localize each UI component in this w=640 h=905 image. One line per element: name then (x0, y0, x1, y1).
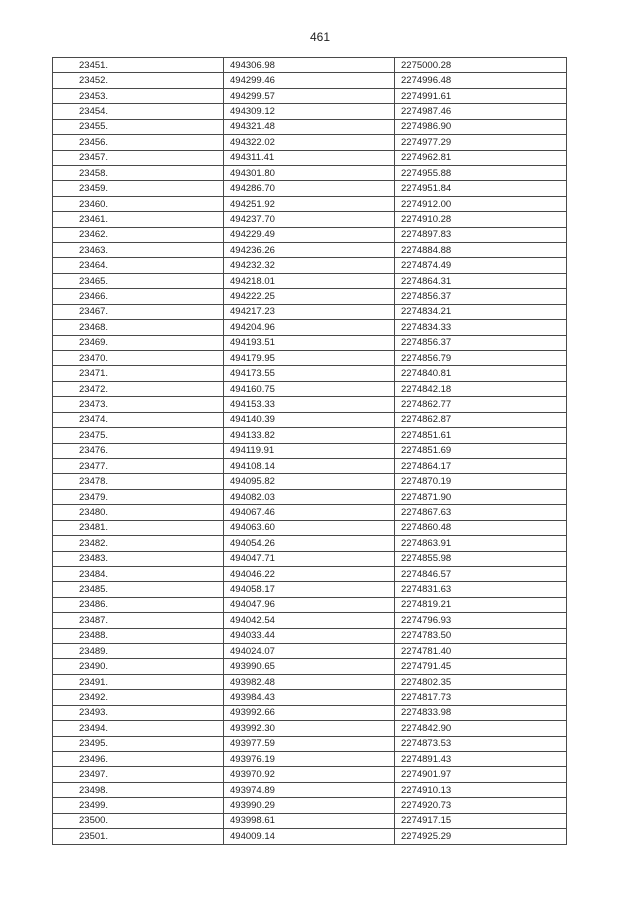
point-number-cell: 23476. (53, 443, 224, 458)
x-coordinate-cell: 494237.70 (224, 212, 395, 227)
y-coordinate-cell: 2274870.19 (395, 474, 567, 489)
x-coordinate-cell: 494047.96 (224, 597, 395, 612)
y-coordinate-cell: 2274781.40 (395, 644, 567, 659)
point-number-cell: 23494. (53, 721, 224, 736)
x-coordinate-cell: 493970.92 (224, 767, 395, 782)
y-coordinate-cell: 2274912.00 (395, 196, 567, 211)
point-number-cell: 23490. (53, 659, 224, 674)
y-coordinate-cell: 2274951.84 (395, 181, 567, 196)
point-number-cell: 23463. (53, 243, 224, 258)
point-number-cell: 23496. (53, 751, 224, 766)
x-coordinate-cell: 494236.26 (224, 243, 395, 258)
point-number-cell: 23457. (53, 150, 224, 165)
point-number-cell: 23473. (53, 397, 224, 412)
x-coordinate-cell: 494229.49 (224, 227, 395, 242)
x-coordinate-cell: 493992.66 (224, 705, 395, 720)
point-number-cell: 23500. (53, 813, 224, 828)
x-coordinate-cell: 494306.98 (224, 58, 395, 73)
x-coordinate-cell: 494024.07 (224, 644, 395, 659)
y-coordinate-cell: 2274925.29 (395, 829, 567, 844)
x-coordinate-cell: 494033.44 (224, 628, 395, 643)
y-coordinate-cell: 2274783.50 (395, 628, 567, 643)
x-coordinate-cell: 494082.03 (224, 489, 395, 504)
y-coordinate-cell: 2274863.91 (395, 536, 567, 551)
table-row (53, 736, 567, 751)
point-number-cell: 23458. (53, 165, 224, 180)
table-row (53, 551, 567, 566)
table-row (53, 135, 567, 150)
point-number-cell: 23489. (53, 644, 224, 659)
x-coordinate-cell: 493974.89 (224, 782, 395, 797)
y-coordinate-cell: 2274817.73 (395, 690, 567, 705)
x-coordinate-cell: 494133.82 (224, 428, 395, 443)
point-number-cell: 23471. (53, 366, 224, 381)
y-coordinate-cell: 2274842.90 (395, 721, 567, 736)
table-row (53, 489, 567, 504)
table-row (53, 412, 567, 427)
y-coordinate-cell: 2274917.15 (395, 813, 567, 828)
y-coordinate-cell: 2274846.57 (395, 566, 567, 581)
y-coordinate-cell: 2274856.37 (395, 289, 567, 304)
table-row (53, 366, 567, 381)
table-row (53, 782, 567, 797)
y-coordinate-cell: 2274871.90 (395, 489, 567, 504)
point-number-cell: 23452. (53, 73, 224, 88)
x-coordinate-cell: 494067.46 (224, 505, 395, 520)
table-row (53, 566, 567, 581)
point-number-cell: 23493. (53, 705, 224, 720)
y-coordinate-cell: 2274842.18 (395, 381, 567, 396)
y-coordinate-cell: 2274819.21 (395, 597, 567, 612)
point-number-cell: 23477. (53, 458, 224, 473)
table-row (53, 258, 567, 273)
x-coordinate-cell: 493984.43 (224, 690, 395, 705)
x-coordinate-cell: 494054.26 (224, 536, 395, 551)
table-row (53, 304, 567, 319)
x-coordinate-cell: 494173.55 (224, 366, 395, 381)
x-coordinate-cell: 494322.02 (224, 135, 395, 150)
table-row (53, 181, 567, 196)
y-coordinate-cell: 2274862.87 (395, 412, 567, 427)
point-number-cell: 23472. (53, 381, 224, 396)
point-number-cell: 23492. (53, 690, 224, 705)
x-coordinate-cell: 493992.30 (224, 721, 395, 736)
x-coordinate-cell: 494153.33 (224, 397, 395, 412)
y-coordinate-cell: 2274862.77 (395, 397, 567, 412)
y-coordinate-cell: 2274831.63 (395, 582, 567, 597)
x-coordinate-cell: 494140.39 (224, 412, 395, 427)
y-coordinate-cell: 2274955.88 (395, 165, 567, 180)
x-coordinate-cell: 494179.95 (224, 351, 395, 366)
x-coordinate-cell: 493990.29 (224, 798, 395, 813)
point-number-cell: 23484. (53, 566, 224, 581)
point-number-cell: 23465. (53, 273, 224, 288)
x-coordinate-cell: 494119.91 (224, 443, 395, 458)
x-coordinate-cell: 494217.23 (224, 304, 395, 319)
x-coordinate-cell: 493977.59 (224, 736, 395, 751)
point-number-cell: 23498. (53, 782, 224, 797)
y-coordinate-cell: 2274910.13 (395, 782, 567, 797)
point-number-cell: 23480. (53, 505, 224, 520)
point-number-cell: 23451. (53, 58, 224, 73)
point-number-cell: 23481. (53, 520, 224, 535)
point-number-cell: 23462. (53, 227, 224, 242)
x-coordinate-cell: 494193.51 (224, 335, 395, 350)
table-row (53, 613, 567, 628)
point-number-cell: 23499. (53, 798, 224, 813)
y-coordinate-cell: 2274856.79 (395, 351, 567, 366)
point-number-cell: 23459. (53, 181, 224, 196)
table-row (53, 705, 567, 720)
point-number-cell: 23495. (53, 736, 224, 751)
point-number-cell: 23460. (53, 196, 224, 211)
point-number-cell: 23461. (53, 212, 224, 227)
table-row (53, 582, 567, 597)
point-number-cell: 23485. (53, 582, 224, 597)
y-coordinate-cell: 2274986.90 (395, 119, 567, 134)
x-coordinate-cell: 494222.25 (224, 289, 395, 304)
table-row (53, 165, 567, 180)
y-coordinate-cell: 2274901.97 (395, 767, 567, 782)
y-coordinate-cell: 2274874.49 (395, 258, 567, 273)
table-row (53, 644, 567, 659)
coordinates-table (52, 57, 567, 845)
table-row (53, 674, 567, 689)
table-row (53, 659, 567, 674)
table-row (53, 597, 567, 612)
table-row (53, 381, 567, 396)
table-row (53, 73, 567, 88)
point-number-cell: 23483. (53, 551, 224, 566)
point-number-cell: 23491. (53, 674, 224, 689)
x-coordinate-cell: 494299.57 (224, 88, 395, 103)
y-coordinate-cell: 2274834.21 (395, 304, 567, 319)
table-row (53, 212, 567, 227)
point-number-cell: 23482. (53, 536, 224, 551)
table-row (53, 798, 567, 813)
x-coordinate-cell: 494309.12 (224, 104, 395, 119)
table-row (53, 474, 567, 489)
x-coordinate-cell: 493998.61 (224, 813, 395, 828)
y-coordinate-cell: 2274864.31 (395, 273, 567, 288)
table-row (53, 813, 567, 828)
point-number-cell: 23467. (53, 304, 224, 319)
x-coordinate-cell: 494204.96 (224, 320, 395, 335)
point-number-cell: 23453. (53, 88, 224, 103)
table-row (53, 58, 567, 73)
y-coordinate-cell: 2274897.83 (395, 227, 567, 242)
point-number-cell: 23478. (53, 474, 224, 489)
table-row (53, 335, 567, 350)
y-coordinate-cell: 2274851.61 (395, 428, 567, 443)
x-coordinate-cell: 494047.71 (224, 551, 395, 566)
x-coordinate-cell: 494286.70 (224, 181, 395, 196)
y-coordinate-cell: 2274920.73 (395, 798, 567, 813)
table-row (53, 536, 567, 551)
table-row (53, 505, 567, 520)
y-coordinate-cell: 2274962.81 (395, 150, 567, 165)
point-number-cell: 23486. (53, 597, 224, 612)
x-coordinate-cell: 494009.14 (224, 829, 395, 844)
y-coordinate-cell: 2274834.33 (395, 320, 567, 335)
x-coordinate-cell: 494063.60 (224, 520, 395, 535)
y-coordinate-cell: 2274867.63 (395, 505, 567, 520)
point-number-cell: 23454. (53, 104, 224, 119)
y-coordinate-cell: 2274840.81 (395, 366, 567, 381)
table-row (53, 767, 567, 782)
x-coordinate-cell: 494108.14 (224, 458, 395, 473)
table-row (53, 243, 567, 258)
y-coordinate-cell: 2274856.37 (395, 335, 567, 350)
x-coordinate-cell: 494042.54 (224, 613, 395, 628)
x-coordinate-cell: 494251.92 (224, 196, 395, 211)
table-row (53, 397, 567, 412)
x-coordinate-cell: 494046.22 (224, 566, 395, 581)
table-row (53, 119, 567, 134)
y-coordinate-cell: 2274910.28 (395, 212, 567, 227)
point-number-cell: 23501. (53, 829, 224, 844)
y-coordinate-cell: 2274791.45 (395, 659, 567, 674)
point-number-cell: 23464. (53, 258, 224, 273)
x-coordinate-cell: 493990.65 (224, 659, 395, 674)
point-number-cell: 23479. (53, 489, 224, 504)
x-coordinate-cell: 493982.48 (224, 674, 395, 689)
point-number-cell: 23488. (53, 628, 224, 643)
point-number-cell: 23469. (53, 335, 224, 350)
table-row (53, 227, 567, 242)
x-coordinate-cell: 494311.41 (224, 150, 395, 165)
x-coordinate-cell: 493976.19 (224, 751, 395, 766)
point-number-cell: 23487. (53, 613, 224, 628)
point-number-cell: 23456. (53, 135, 224, 150)
point-number-cell: 23470. (53, 351, 224, 366)
table-row (53, 721, 567, 736)
y-coordinate-cell: 2274802.35 (395, 674, 567, 689)
y-coordinate-cell: 2274991.61 (395, 88, 567, 103)
table-row (53, 196, 567, 211)
table-row (53, 520, 567, 535)
y-coordinate-cell: 2274855.98 (395, 551, 567, 566)
coordinates-table-body (53, 58, 567, 845)
table-row (53, 458, 567, 473)
y-coordinate-cell: 2274864.17 (395, 458, 567, 473)
x-coordinate-cell: 494095.82 (224, 474, 395, 489)
x-coordinate-cell: 494299.46 (224, 73, 395, 88)
y-coordinate-cell: 2274851.69 (395, 443, 567, 458)
table-row (53, 150, 567, 165)
table-row (53, 690, 567, 705)
y-coordinate-cell: 2274884.88 (395, 243, 567, 258)
y-coordinate-cell: 2274796.93 (395, 613, 567, 628)
table-row (53, 829, 567, 844)
table-row (53, 104, 567, 119)
x-coordinate-cell: 494160.75 (224, 381, 395, 396)
table-row (53, 351, 567, 366)
x-coordinate-cell: 494232.32 (224, 258, 395, 273)
x-coordinate-cell: 494321.48 (224, 119, 395, 134)
point-number-cell: 23474. (53, 412, 224, 427)
table-row (53, 628, 567, 643)
table-row (53, 428, 567, 443)
x-coordinate-cell: 494218.01 (224, 273, 395, 288)
y-coordinate-cell: 2274987.46 (395, 104, 567, 119)
y-coordinate-cell: 2274860.48 (395, 520, 567, 535)
page-number: 461 (309, 30, 331, 44)
y-coordinate-cell: 2274891.43 (395, 751, 567, 766)
point-number-cell: 23475. (53, 428, 224, 443)
point-number-cell: 23455. (53, 119, 224, 134)
table-row (53, 443, 567, 458)
point-number-cell: 23468. (53, 320, 224, 335)
y-coordinate-cell: 2274977.29 (395, 135, 567, 150)
table-row (53, 320, 567, 335)
y-coordinate-cell: 2274996.48 (395, 73, 567, 88)
table-row (53, 273, 567, 288)
point-number-cell: 23497. (53, 767, 224, 782)
y-coordinate-cell: 2275000.28 (395, 58, 567, 73)
table-row (53, 751, 567, 766)
table-row (53, 88, 567, 103)
x-coordinate-cell: 494058.17 (224, 582, 395, 597)
table-row (53, 289, 567, 304)
point-number-cell: 23466. (53, 289, 224, 304)
x-coordinate-cell: 494301.80 (224, 165, 395, 180)
y-coordinate-cell: 2274873.53 (395, 736, 567, 751)
y-coordinate-cell: 2274833.98 (395, 705, 567, 720)
